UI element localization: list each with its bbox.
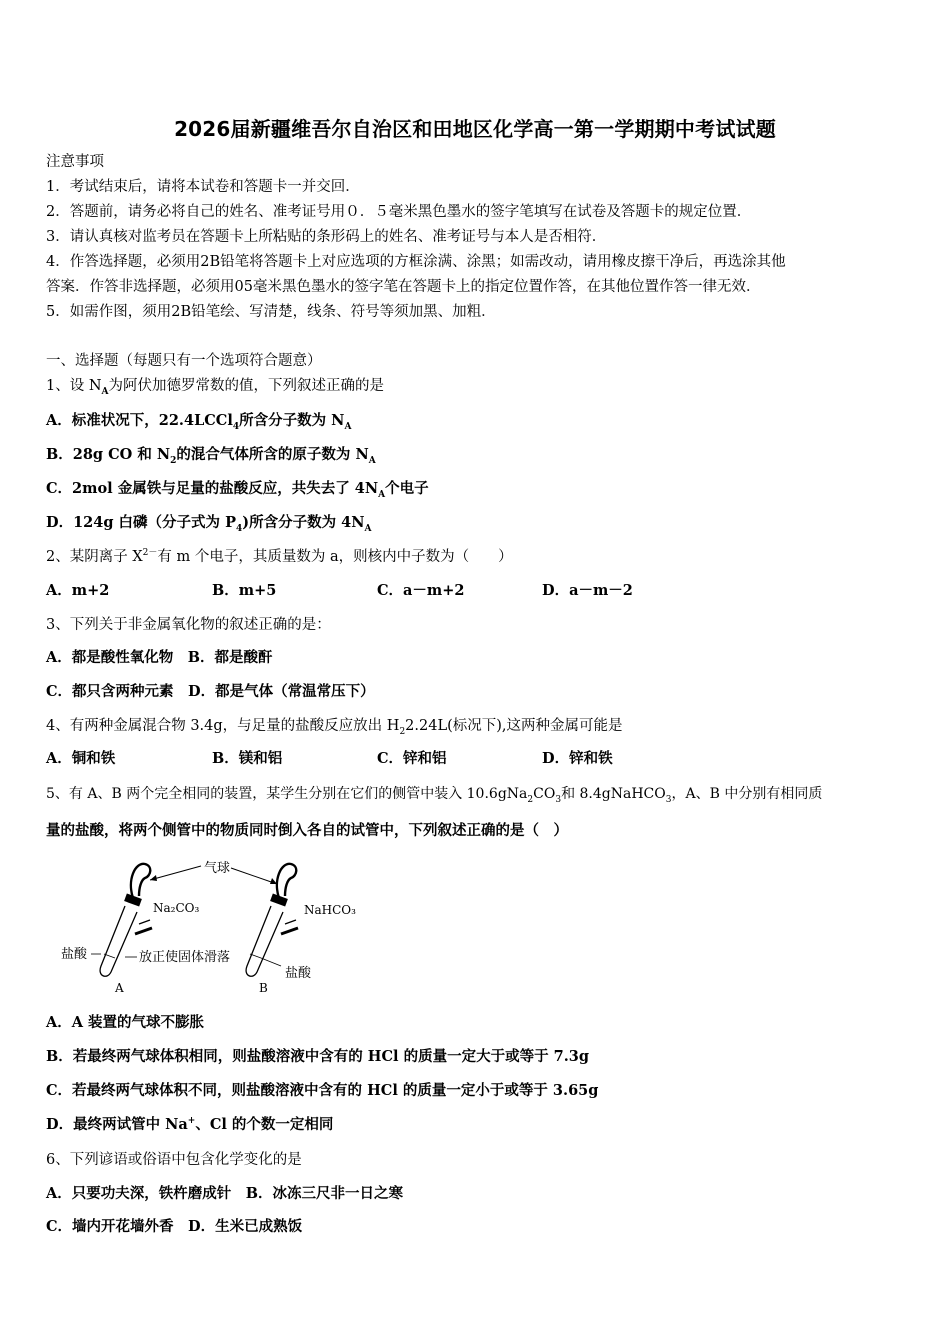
question-6-options-cd: C．墙内开花墙外香 D．生米已成熟饭 — [46, 1218, 303, 1235]
acid-label-right: 盐酸 — [285, 966, 312, 981]
notes-item: 3．请认真核对监考员在答题卡上所粘贴的条形码上的姓名、准考证号与本人是否相符． — [46, 229, 607, 245]
question-4-option-b: B．镁和铝 — [212, 750, 283, 767]
question-2-option-c: C．a－m+2 — [377, 582, 465, 599]
figure-label-b: B — [259, 981, 268, 995]
question-5-stem-line1: 5、有 A、B 两个完全相同的装置，某学生分别在它们的侧管中装入 $10.6gNa_2CO_3$和 8.4gNaHCO$_3$，A、B 中分别有相同质 — [46, 786, 823, 805]
question-4-option-c: C．锌和铝 — [377, 750, 447, 767]
test-tube-a — [100, 906, 137, 976]
tube-b — [246, 864, 356, 995]
balloon-pointer-right — [231, 868, 277, 884]
balloon-a — [131, 864, 150, 898]
question-3-options-ab: A．都是酸性氧化物 B．都是酸酐 — [46, 649, 273, 666]
na2co3-label: Na₂CO₃ — [153, 901, 200, 915]
slide-label: 放正使固体滑落 — [139, 950, 231, 965]
balloon-pointer-left — [150, 866, 201, 880]
side-tube-a — [139, 920, 150, 924]
question-5-option-a: A．A 装置的气球不膨胀 — [46, 1014, 205, 1031]
question-1-option-c: C．2mol 金属铁与足量的盐酸反应，共失去了 $4N_A$个电子 — [46, 480, 429, 500]
page-title: 2026届新疆维吾尔自治区和田地区化学高一第一学期期中考试试题 — [174, 117, 776, 141]
question-4-option-d: D．锌和铁 — [542, 750, 613, 767]
figure-label-a: A — [115, 981, 124, 995]
question-3-stem: 3、下列关于非金属氧化物的叙述正确的是： — [46, 617, 331, 633]
balloon-b — [277, 864, 296, 898]
side-tube-a-solid — [135, 928, 152, 934]
tube-a — [61, 864, 230, 995]
question-3-options-cd: C．都只含两种元素 D．都是气体（常温常压下） — [46, 683, 375, 700]
question-5-option-b: B．若最终两气球体积相同，则盐酸溶液中含有的 HCl 的质量一定大于或等于 7.3g — [46, 1048, 590, 1065]
question-5-stem-line2: 量的盐酸，将两个侧管中的物质同时倒入各自的试管中，下列叙述正确的是（ ） — [46, 822, 568, 839]
notes-item: 4．作答选择题，必须用2B铅笔将答题卡上对应选项的方框涂满、涂黑；如需改动，请用橡皮擦干净后，再选涂其他 — [46, 254, 786, 270]
question-1-option-a: A．标准状况下，22.4LCCl$_4$所含分子数为 $N_A$ — [46, 412, 352, 432]
question-5-option-c: C．若最终两气球体积不同，则盐酸溶液中含有的 HCl 的质量一定小于或等于 3.65g — [46, 1082, 599, 1099]
question-1-option-d: D．124g 白磷（分子式为 $P_4$)所含分子数为 $4N_A$ — [46, 514, 372, 534]
question-5-option-d: D．最终两试管中 Na+、Cl 的个数一定相同 — [46, 1116, 334, 1133]
notes-heading: 注意事项 — [46, 154, 104, 170]
test-tube-b — [246, 906, 283, 976]
question-1-stem: 1、设 $N_A$为阿伏加德罗常数的值，下列叙述正确的是 — [46, 378, 385, 397]
apparatus-figure — [55, 850, 375, 1000]
question-4-option-a: A．铜和铁 — [46, 750, 116, 767]
question-1-option-b: B．28g CO 和 $N_2$的混合气体所含的原子数为 $N_A$ — [46, 446, 376, 466]
acid-label-left: 盐酸 — [61, 947, 88, 962]
question-2-option-d: D．a－m－2 — [542, 582, 633, 599]
notes-item: 5．如需作图，须用2B铅笔绘、写清楚，线条、符号等须加黑、加粗． — [46, 304, 496, 320]
question-4-stem: 4、有两种金属混合物 3.4g，与足量的盐酸反应放出 $H_22.24L$(标况下),这两种金属可能是 — [46, 718, 623, 737]
side-tube-b — [285, 920, 296, 924]
notes-item: 答案．作答非选择题，必须用05毫米黑色墨水的签字笔在答题卡上的指定位置作答，在其他位置作答一律无效． — [46, 279, 761, 295]
question-6-stem: 6、下列谚语或俗语中包含化学变化的是 — [46, 1152, 302, 1168]
acid-pointer-right — [261, 958, 281, 966]
question-2-option-b: B．m+5 — [212, 582, 277, 599]
nahco3-label: NaHCO₃ — [304, 903, 356, 917]
notes-item: 2．答题前，请务必将自己的姓名、准考证号用０．５毫米黑色墨水的签字笔填写在试卷及答题卡的规定位置． — [46, 204, 752, 220]
arrow-head-icon — [150, 875, 157, 881]
balloon-label: 气球 — [204, 861, 231, 876]
side-tube-b-solid — [281, 928, 298, 934]
section-heading: 一、选择题（每题只有一个选项符合题意） — [46, 353, 322, 369]
question-6-options-ab: A．只要功夫深，铁杵磨成针 B．冰冻三尺非一日之寒 — [46, 1185, 404, 1202]
question-2-stem: 2、某阴离子 $X^{2-}$有 m 个电子，其质量数为 a，则核内中子数为（ ） — [46, 548, 513, 565]
question-2-option-a: A．m+2 — [46, 582, 110, 599]
notes-item: 1．考试结束后，请将本试卷和答题卡一并交回． — [46, 179, 360, 195]
